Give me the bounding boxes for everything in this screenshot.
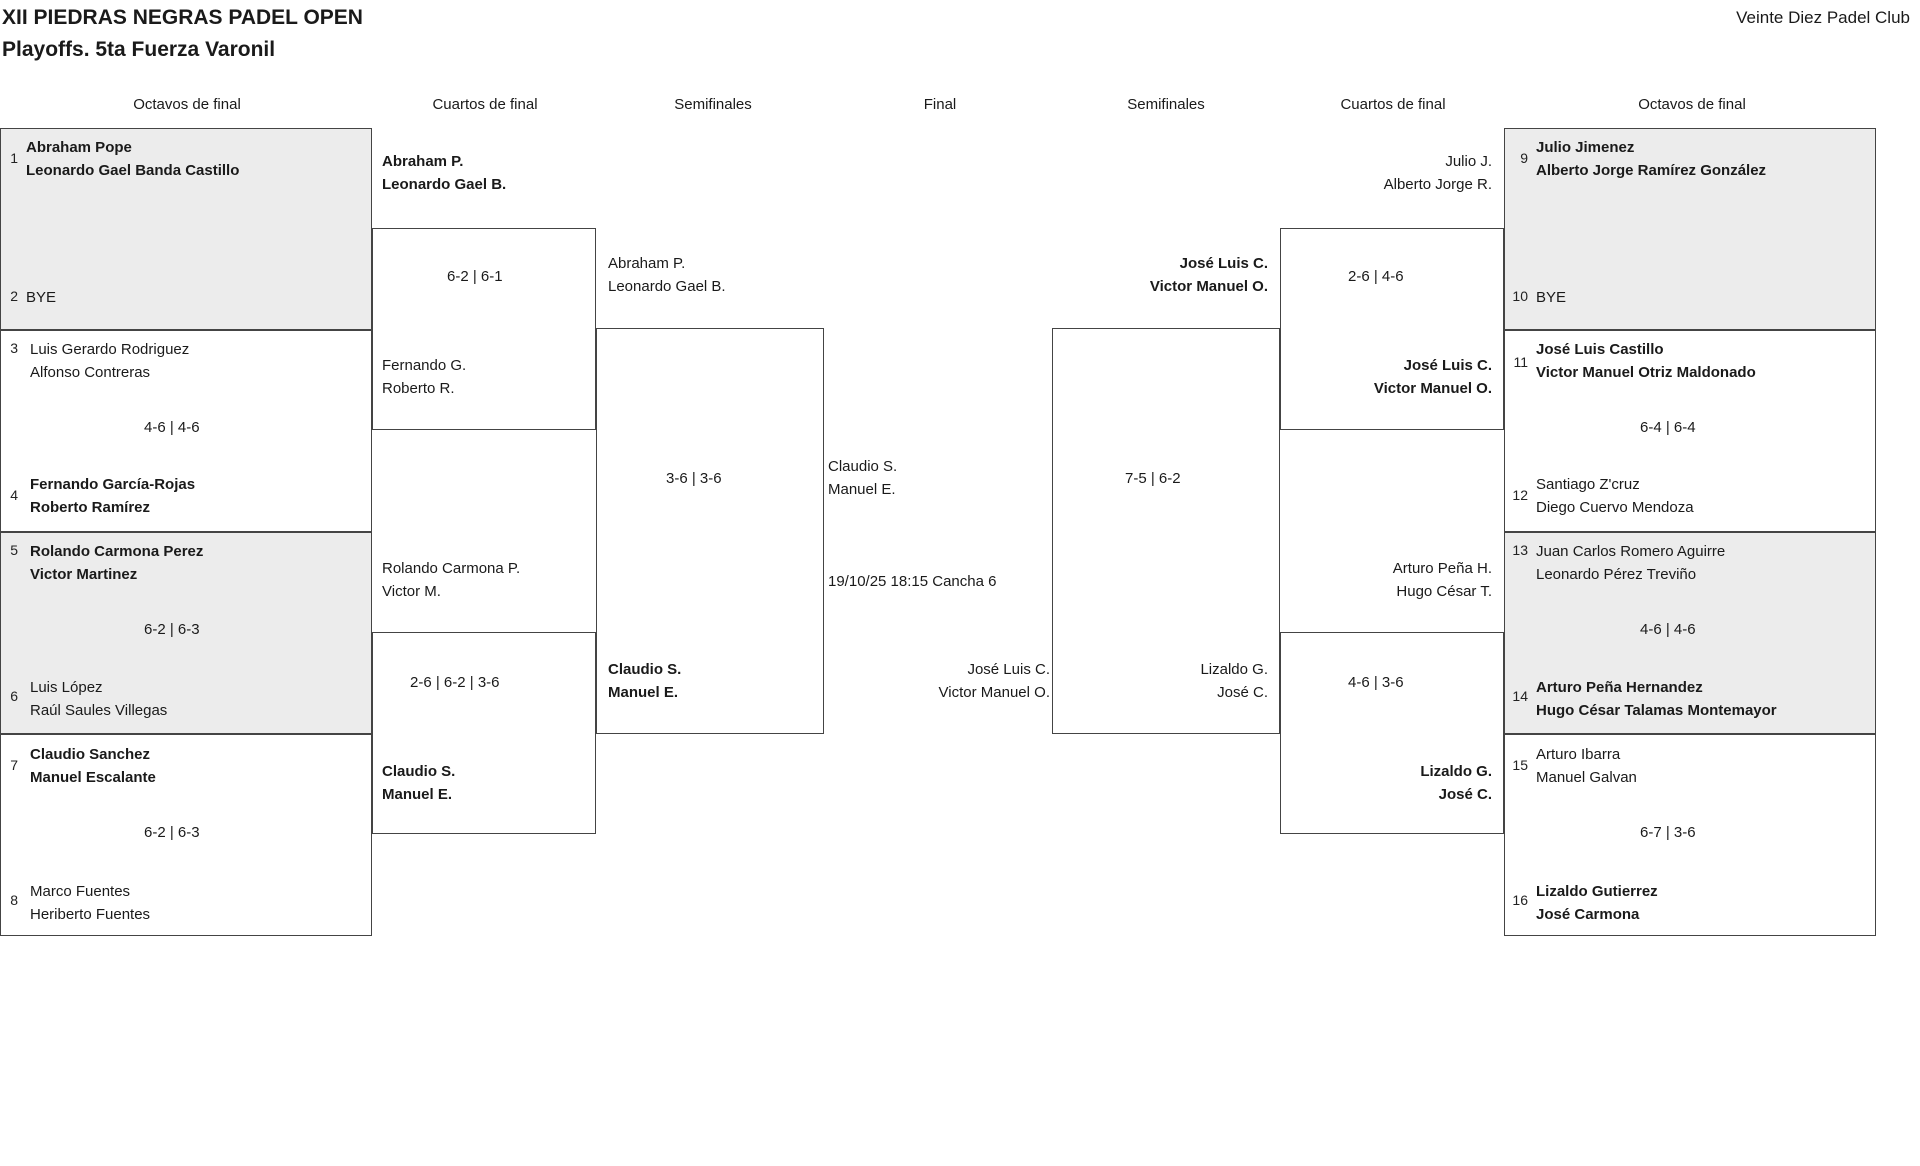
team-right-qf-1a: Julio J. Alberto Jorge R. xyxy=(1383,153,1492,193)
team-left-r16-1: Abraham Pope Leonardo Gael Banda Castillo xyxy=(26,139,240,179)
seed-3: 3 xyxy=(10,340,18,356)
seed-5: 5 xyxy=(10,542,18,558)
team-right-sf-a: José Luis C. Victor Manuel O. xyxy=(1149,255,1268,295)
team-right-r16-3: José Luis Castillo Victor Manuel Otriz Maldonado xyxy=(1536,341,1756,381)
team-right-r16-8: Lizaldo Gutierrez José Carmona xyxy=(1536,883,1658,923)
score-right-qf-1: 2-6 | 4-6 xyxy=(1348,268,1404,285)
team-left-sf-b: Claudio S. Manuel E. xyxy=(608,661,682,701)
seed-12: 12 xyxy=(1512,487,1528,503)
team-left-qf-2a: Rolando Carmona P. Victor M. xyxy=(382,560,521,600)
score-right-r16-3: 4-6 | 4-6 xyxy=(1640,621,1696,638)
score-right-qf-2: 4-6 | 3-6 xyxy=(1348,674,1404,691)
team-left-r16-8: Marco Fuentes Heriberto Fuentes xyxy=(30,883,151,923)
round-label-octavos-left: Octavos de final xyxy=(133,96,241,113)
score-left-r16-3: 6-2 | 6-3 xyxy=(144,621,200,638)
round-label-cuartos-left: Cuartos de final xyxy=(432,96,538,113)
team-left-sf-a: Abraham P. Leonardo Gael B. xyxy=(608,255,726,295)
seed-10: 10 xyxy=(1512,288,1528,304)
team-left-qf-1a: Abraham P. Leonardo Gael B. xyxy=(382,153,507,193)
round-label-semifinales-left: Semifinales xyxy=(674,96,752,113)
team-right-qf-2a: Arturo Peña H. Hugo César T. xyxy=(1392,560,1492,600)
team-left-qf-1b: Fernando G. Roberto R. xyxy=(382,357,467,397)
team-left-r16-6: Luis López Raúl Saules Villegas xyxy=(30,679,168,719)
score-left-r16-2: 4-6 | 4-6 xyxy=(144,419,200,436)
seed-9: 9 xyxy=(1520,150,1528,166)
tournament-subtitle: Playoffs. 5ta Fuerza Varonil xyxy=(2,38,276,61)
team-left-r16-7: Claudio Sanchez Manuel Escalante xyxy=(30,746,156,786)
team-final-bottom: José Luis C. Victor Manuel O. xyxy=(938,661,1050,701)
round-label-final: Final xyxy=(923,96,957,113)
page-title xyxy=(2,2,363,66)
team-right-qf-1b: José Luis C. Victor Manuel O. xyxy=(1373,357,1492,397)
team-left-r16-4: Fernando García-Rojas Roberto Ramírez xyxy=(30,476,196,516)
team-final-top: Claudio S. Manuel E. xyxy=(828,458,898,498)
seed-2: 2 xyxy=(10,288,18,304)
seed-6: 6 xyxy=(10,688,18,704)
seed-16: 16 xyxy=(1512,892,1528,908)
score-right-sf: 7-5 | 6-2 xyxy=(1125,470,1181,487)
team-right-r16-2: BYE xyxy=(1536,289,1567,306)
seed-11: 11 xyxy=(1513,354,1528,370)
score-right-r16-4: 6-7 | 3-6 xyxy=(1640,824,1696,841)
team-right-r16-5: Juan Carlos Romero Aguirre Leonardo Pérez Treviño xyxy=(1536,543,1726,583)
team-left-qf-2b: Claudio S. Manuel E. xyxy=(382,763,456,803)
score-left-qf-2: 2-6 | 6-2 | 3-6 xyxy=(410,674,500,691)
team-left-r16-5: Rolando Carmona Perez Victor Martinez xyxy=(30,543,204,583)
team-right-r16-4: Santiago Z'cruz Diego Cuervo Mendoza xyxy=(1536,476,1694,516)
round-label-octavos-right: Octavos de final xyxy=(1638,96,1746,113)
seed-7: 7 xyxy=(10,757,18,773)
seed-13: 13 xyxy=(1512,542,1528,558)
seed-4: 4 xyxy=(10,487,18,503)
team-right-r16-1: Julio Jimenez Alberto Jorge Ramírez González xyxy=(1536,139,1767,179)
final-match-info: 19/10/25 18:15 Cancha 6 xyxy=(828,573,997,590)
score-left-qf-1: 6-2 | 6-1 xyxy=(447,268,503,285)
score-right-r16-2: 6-4 | 6-4 xyxy=(1640,419,1696,436)
team-left-r16-3: Luis Gerardo Rodriguez Alfonso Contreras xyxy=(30,341,190,381)
score-left-sf: 3-6 | 3-6 xyxy=(666,470,722,487)
seed-1: 1 xyxy=(10,150,18,166)
team-right-qf-2b: Lizaldo G. José C. xyxy=(1420,763,1492,803)
round-label-cuartos-right: Cuartos de final xyxy=(1340,96,1446,113)
score-left-r16-4: 6-2 | 6-3 xyxy=(144,824,200,841)
team-left-r16-2: BYE xyxy=(26,289,57,306)
team-right-r16-6: Arturo Peña Hernandez Hugo César Talamas Montemayor xyxy=(1536,679,1777,719)
seed-15: 15 xyxy=(1512,757,1528,773)
seed-14: 14 xyxy=(1512,688,1528,704)
tournament-title: XII PIEDRAS NEGRAS PADEL OPEN xyxy=(2,6,363,29)
team-right-r16-7: Arturo Ibarra Manuel Galvan xyxy=(1536,746,1637,786)
seed-8: 8 xyxy=(10,892,18,908)
team-right-sf-b: Lizaldo G. José C. xyxy=(1200,661,1268,701)
round-label-semifinales-right: Semifinales xyxy=(1127,96,1205,113)
club-name: Veinte Diez Padel Club xyxy=(1736,8,1910,27)
